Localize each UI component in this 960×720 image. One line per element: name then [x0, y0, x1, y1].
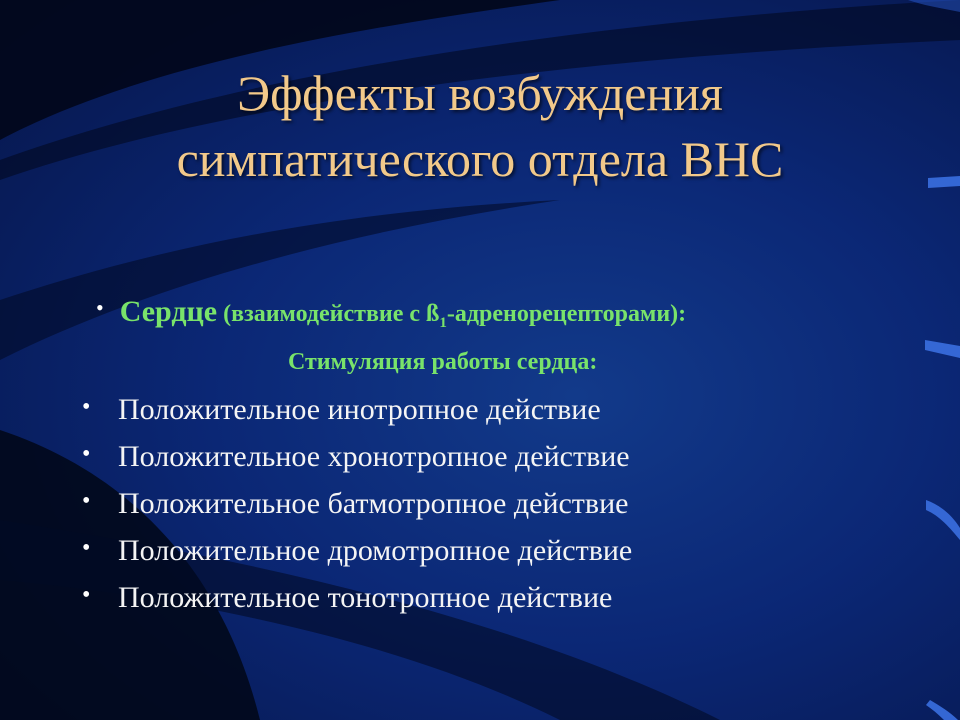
- effect-text: Положительное тонотропное действие: [118, 581, 613, 614]
- list-item: [80, 390, 632, 437]
- effect-text: Положительное хронотропное действие: [118, 440, 630, 473]
- title-line-2: симпатического отдела ВНС: [176, 131, 784, 187]
- slide-title: [60, 60, 900, 192]
- stimulation-subheading: Стимуляция работы сердца:: [288, 349, 598, 375]
- beta-subscript: 1: [439, 314, 447, 331]
- interaction-prefix: (взаимодействие с: [223, 301, 427, 327]
- heart-label: Сердце: [119, 295, 218, 328]
- beta-symbol: ß: [426, 301, 440, 327]
- bullet-icon: •: [82, 535, 91, 561]
- list-item: [80, 531, 632, 578]
- title-line-1: Эффекты возбуждения: [237, 65, 723, 121]
- heart-heading: [96, 295, 916, 332]
- list-item: [80, 484, 632, 531]
- list-item: [80, 578, 632, 625]
- list-item: [80, 437, 632, 484]
- bullet-icon: •: [82, 441, 91, 467]
- bullet-icon: •: [82, 582, 91, 608]
- interaction-suffix: -адренорецепторами):: [446, 301, 687, 327]
- effects-list: [80, 390, 632, 625]
- effect-text: Положительное батмотропное действие: [118, 487, 629, 520]
- bullet-icon: •: [96, 295, 104, 320]
- bullet-icon: •: [82, 394, 91, 420]
- effect-text: Положительное инотропное действие: [118, 393, 601, 426]
- bullet-icon: •: [82, 488, 91, 514]
- effect-text: Положительное дромотропное действие: [118, 534, 633, 567]
